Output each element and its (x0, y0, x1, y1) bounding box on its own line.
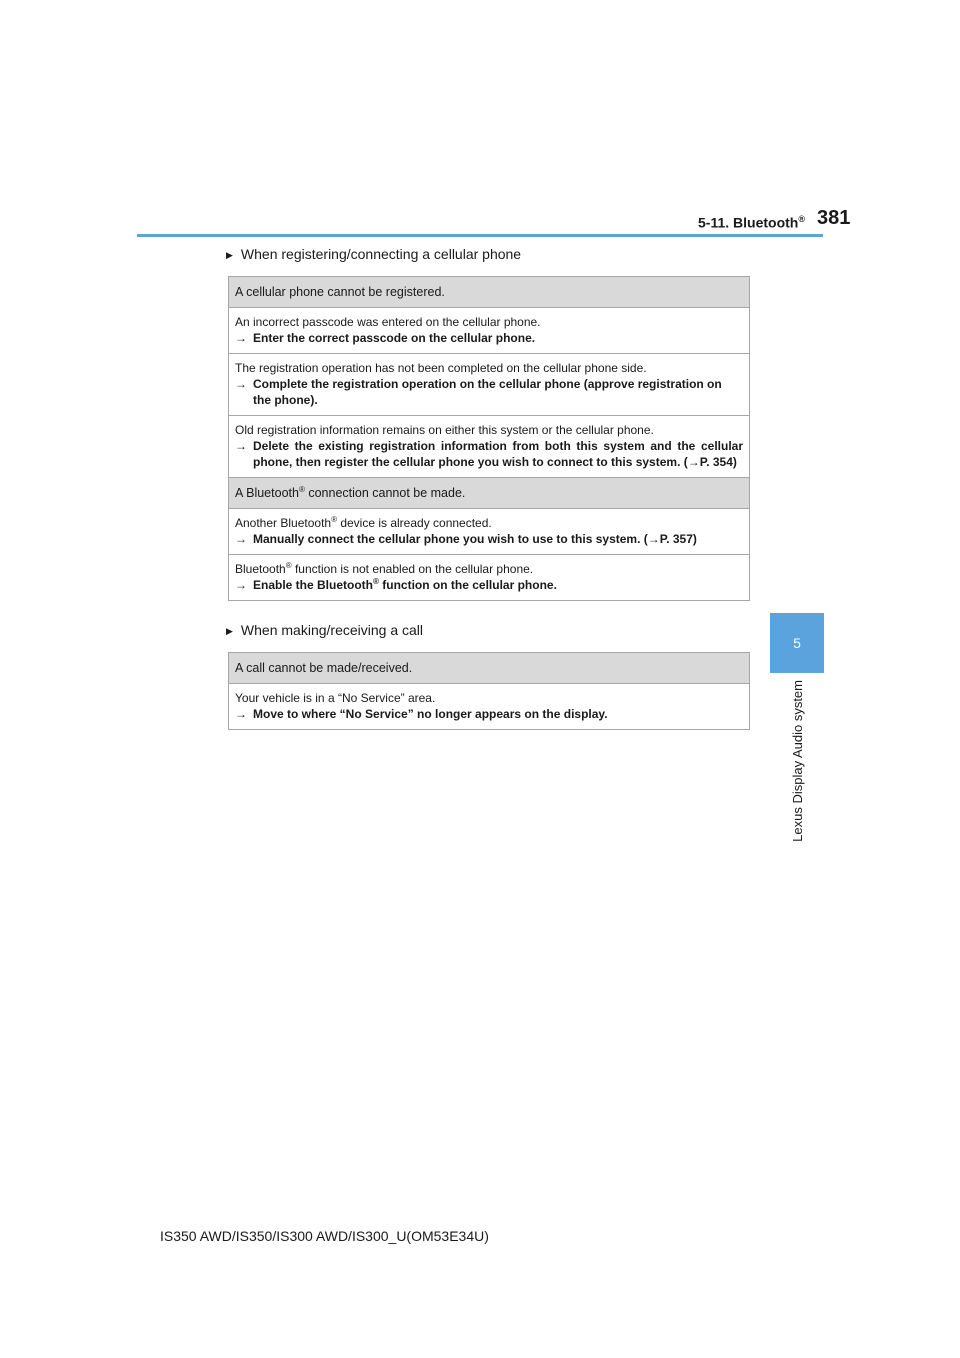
cause-text: The registration operation has not been completed on the cellular phone side. (235, 361, 647, 375)
cause-row (229, 555, 750, 601)
cause-row (229, 308, 750, 354)
arrow-icon: → (235, 707, 247, 721)
cause-text: Your vehicle is in a “No Service” area. (235, 691, 436, 705)
troubleshooting-table-registering (228, 276, 750, 601)
subheading-calls (226, 620, 423, 641)
triangle-bullet-icon: ▶ (226, 250, 233, 260)
cause-text: Another Bluetooth® device is already connected. (235, 515, 492, 530)
arrow-icon: → (235, 532, 247, 546)
problem-row (229, 478, 750, 509)
cause-text: Bluetooth® function is not enabled on the cellular phone. (235, 561, 534, 576)
page-header (137, 205, 851, 237)
arrow-icon: → (235, 439, 247, 453)
section-title (565, 205, 805, 237)
chapter-label-text: Lexus Display Audio system (789, 680, 805, 842)
registered-mark: ® (798, 214, 805, 224)
remedy-text: → Enable the Bluetooth® function on the cellular phone. (235, 577, 557, 592)
cause-row (229, 416, 750, 478)
registered-mark: ® (373, 577, 379, 586)
remedy-text: → Delete the existing registration information from both this system and the cellular phone, then register the cellular phone you wish to connect to this system. (→P. 354) (235, 439, 743, 469)
subheading-text: When registering/connecting a cellular phone (240, 246, 522, 262)
problem-title: A Bluetooth® connection cannot be made. (229, 478, 750, 509)
remedy-text: → Move to where “No Service” no longer appears on the display. (235, 707, 608, 721)
remedy-text: → Manually connect the cellular phone you wish to use to this system. (→P. 357) (235, 532, 697, 546)
registered-mark: ® (285, 561, 292, 570)
cause-text: An incorrect passcode was entered on the cellular phone. (235, 315, 541, 329)
remedy-text: → Complete the registration operation on the cellular phone (approve registration on the phone). (235, 377, 722, 407)
arrow-icon: → (235, 331, 247, 345)
chapter-tab: 5 (770, 613, 824, 673)
page-number: 381 (817, 207, 851, 229)
cause-row (229, 684, 750, 730)
chapter-label (787, 680, 807, 860)
cause-row (229, 354, 750, 416)
problem-row (229, 653, 750, 684)
problem-title: A call cannot be made/received. (229, 653, 750, 684)
footer-model-code: IS350 AWD/IS350/IS300 AWD/IS300_U(OM53E34U) (160, 1228, 489, 1244)
subheading-registering (226, 244, 521, 265)
remedy-text: → Enter the correct passcode on the cellular phone. (235, 331, 536, 345)
registered-mark: ® (331, 515, 337, 524)
troubleshooting-table-calls (228, 652, 750, 730)
problem-title: A cellular phone cannot be registered. (229, 277, 750, 308)
cause-row (229, 509, 750, 555)
section-title-text: 5-11. Bluetooth (698, 214, 799, 231)
cause-text: Old registration information remains on either this system or the cellular phone. (235, 423, 654, 437)
registered-mark: ® (298, 484, 305, 494)
triangle-bullet-icon: ▶ (226, 626, 233, 636)
problem-row (229, 277, 750, 308)
arrow-icon: → (235, 578, 247, 592)
arrow-icon: → (235, 377, 247, 391)
subheading-text: When making/receiving a call (240, 622, 424, 638)
